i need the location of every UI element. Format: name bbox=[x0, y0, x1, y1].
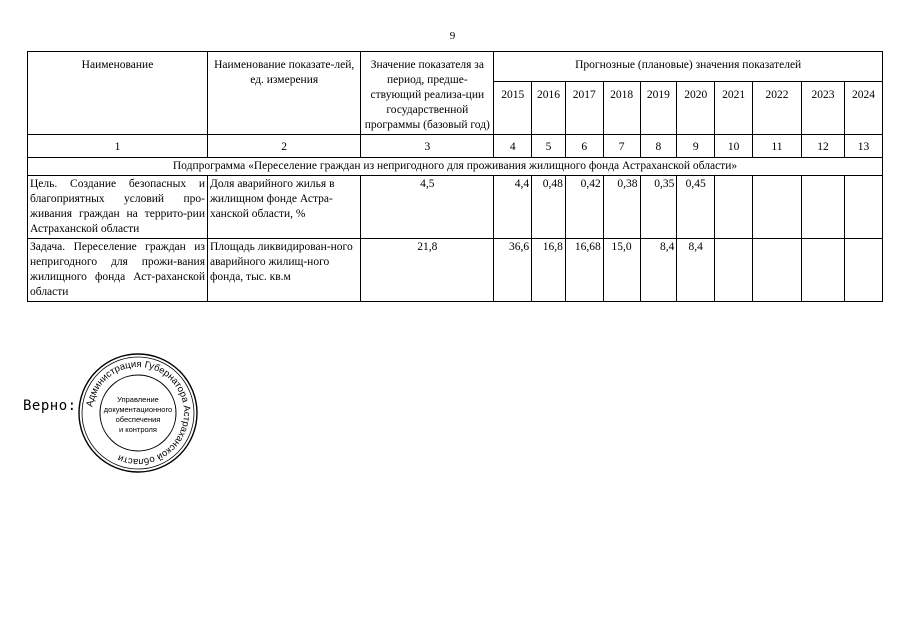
header-year: 2015 bbox=[494, 82, 532, 135]
column-number: 10 bbox=[715, 135, 753, 158]
header-forecast: Прогнозные (плановые) значения показателей bbox=[494, 52, 883, 82]
header-row bbox=[28, 52, 883, 82]
column-number-row bbox=[28, 135, 883, 158]
row-value bbox=[802, 239, 845, 302]
row-value: 0,48 bbox=[532, 176, 566, 239]
seal-center-line: обеспечения bbox=[115, 415, 161, 424]
column-number: 13 bbox=[845, 135, 883, 158]
row-value bbox=[845, 239, 883, 302]
row-value: 8,4 bbox=[640, 239, 677, 302]
row-base-value: 4,5 bbox=[361, 176, 494, 239]
header-year: 2022 bbox=[752, 82, 801, 135]
row-value bbox=[715, 176, 753, 239]
column-number: 3 bbox=[361, 135, 494, 158]
column-number: 4 bbox=[494, 135, 532, 158]
row-value bbox=[715, 239, 753, 302]
row-value: 16,8 bbox=[532, 239, 566, 302]
row-value: 15,0 bbox=[603, 239, 640, 302]
row-base-value: 21,8 bbox=[361, 239, 494, 302]
row-value bbox=[845, 176, 883, 239]
seal-center-line: Управление bbox=[117, 395, 159, 404]
header-year: 2021 bbox=[715, 82, 753, 135]
column-number: 8 bbox=[640, 135, 677, 158]
row-name: Цель. Создание безопасных и благоприятных условий про-живания граждан на террито-рии Астраханской области bbox=[28, 176, 208, 239]
column-number: 5 bbox=[532, 135, 566, 158]
header-year: 2019 bbox=[640, 82, 677, 135]
row-value: 4,4 bbox=[494, 176, 532, 239]
subprogram-row bbox=[28, 158, 883, 176]
row-value: 0,42 bbox=[565, 176, 603, 239]
official-seal-stamp bbox=[77, 352, 199, 474]
row-indicator: Площадь ликвидирован-ного аварийного жилищ-ного фонда, тыс. кв.м bbox=[207, 239, 360, 302]
certification-label: Верно: bbox=[23, 398, 77, 414]
header-year: 2020 bbox=[677, 82, 715, 135]
row-value bbox=[752, 239, 801, 302]
header-year: 2016 bbox=[532, 82, 566, 135]
page-number: 9 bbox=[449, 30, 456, 42]
seal-center-line: и контроля bbox=[118, 425, 158, 434]
indicators-table bbox=[27, 51, 883, 302]
column-number: 7 bbox=[603, 135, 640, 158]
seal-ring-text: Администрация Губернатора Астраханской области bbox=[84, 358, 193, 468]
row-indicator: Доля аварийного жилья в жилищном фонде Астра-ханской области, % bbox=[207, 176, 360, 239]
column-number: 9 bbox=[677, 135, 715, 158]
header-indicator: Наименование показате-лей, ед. измерения bbox=[207, 52, 360, 135]
column-number: 12 bbox=[802, 135, 845, 158]
header-year: 2024 bbox=[845, 82, 883, 135]
column-number: 1 bbox=[28, 135, 208, 158]
row-name: Задача. Переселение граждан из непригодного для прожи-вания жилищного фонда Аст-раханской области bbox=[28, 239, 208, 302]
row-value: 0,35 bbox=[640, 176, 677, 239]
seal-center-line: документационного bbox=[103, 405, 173, 414]
row-value: 8,4 bbox=[677, 239, 715, 302]
header-year: 2023 bbox=[802, 82, 845, 135]
header-year: 2018 bbox=[603, 82, 640, 135]
header-year: 2017 bbox=[565, 82, 603, 135]
row-value: 36,6 bbox=[494, 239, 532, 302]
row-value: 16,68 bbox=[565, 239, 603, 302]
row-value: 0,45 bbox=[677, 176, 715, 239]
header-base-value: Значение показателя за период, предше-ствующий реализа-ции государственной программы (базовый год) bbox=[361, 52, 494, 135]
row-value bbox=[802, 176, 845, 239]
row-value bbox=[752, 176, 801, 239]
column-number: 11 bbox=[752, 135, 801, 158]
header-name: Наименование bbox=[28, 52, 208, 135]
subprogram-title: Подпрограмма «Переселение граждан из непригодного для проживания жилищного фонда Астраханской области» bbox=[28, 158, 883, 176]
column-number: 6 bbox=[565, 135, 603, 158]
column-number: 2 bbox=[207, 135, 360, 158]
table-row bbox=[28, 239, 883, 302]
table-row bbox=[28, 176, 883, 239]
row-value: 0,38 bbox=[603, 176, 640, 239]
